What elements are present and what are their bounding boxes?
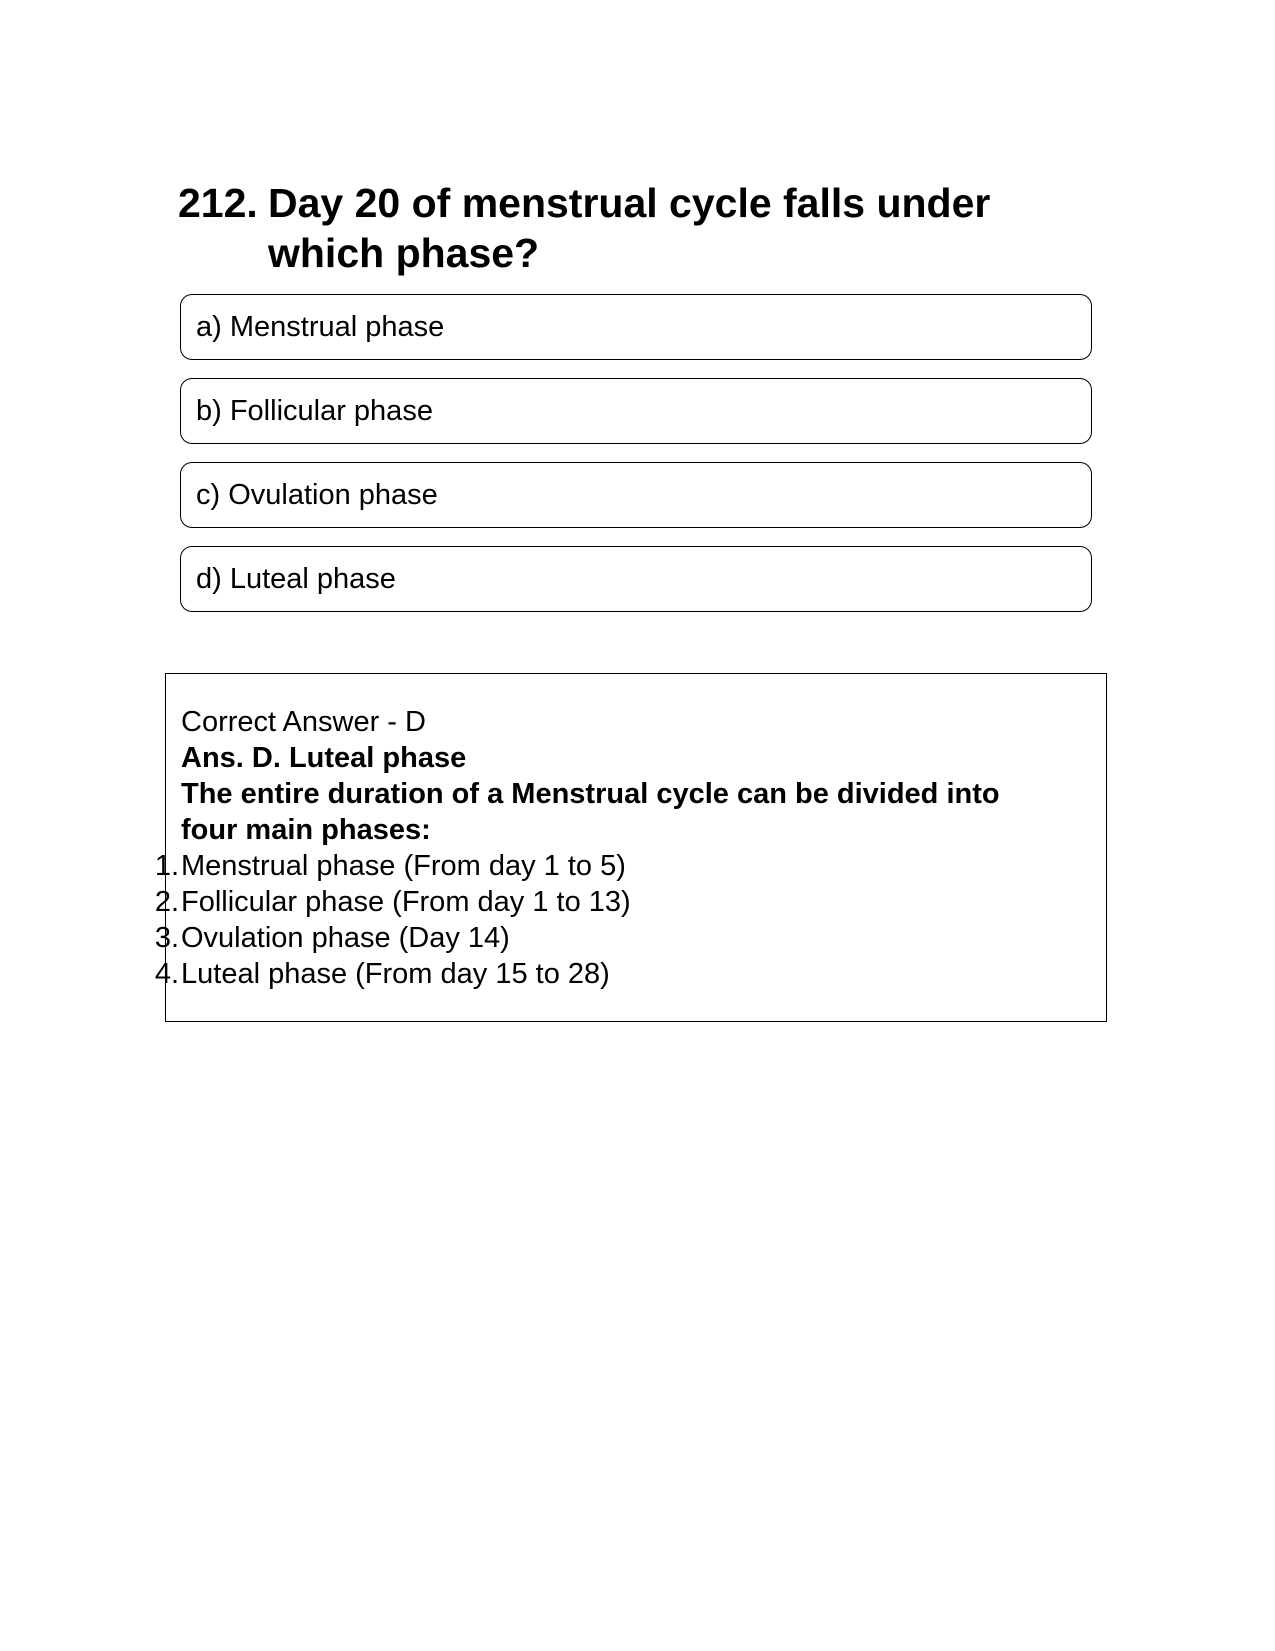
list-number: 3. [154,922,179,954]
list-text: Ovulation phase (Day 14) [181,922,510,954]
list-number: 2. [154,886,179,918]
option-a[interactable]: a) Menstrual phase [180,294,1092,360]
answer-intro: The entire duration of a Menstrual cycle can be divided into four main phases: [181,778,1000,846]
question [178,178,1058,278]
list-item [154,920,1061,956]
question-text: Day 20 of menstrual cycle falls under which phase? [268,180,991,276]
list-text: Follicular phase (From day 1 to 13) [181,886,631,918]
option-d[interactable]: d) Luteal phase [180,546,1092,612]
answer-title: Ans. D. Luteal phase [181,742,467,774]
correct-answer-line: Correct Answer - D [181,706,426,738]
list-number: 1. [154,850,179,882]
option-b[interactable]: b) Follicular phase [180,378,1092,444]
list-item [154,884,1061,920]
answer-explanation [154,704,1061,992]
list-number: 4. [154,958,179,990]
list-text: Menstrual phase (From day 1 to 5) [181,850,626,882]
list-text: Luteal phase (From day 15 to 28) [181,958,610,990]
option-c[interactable]: c) Ovulation phase [180,462,1092,528]
question-number: 212. [178,180,258,226]
list-item [154,848,1061,884]
list-item [154,956,1061,992]
phase-list [154,848,1061,992]
